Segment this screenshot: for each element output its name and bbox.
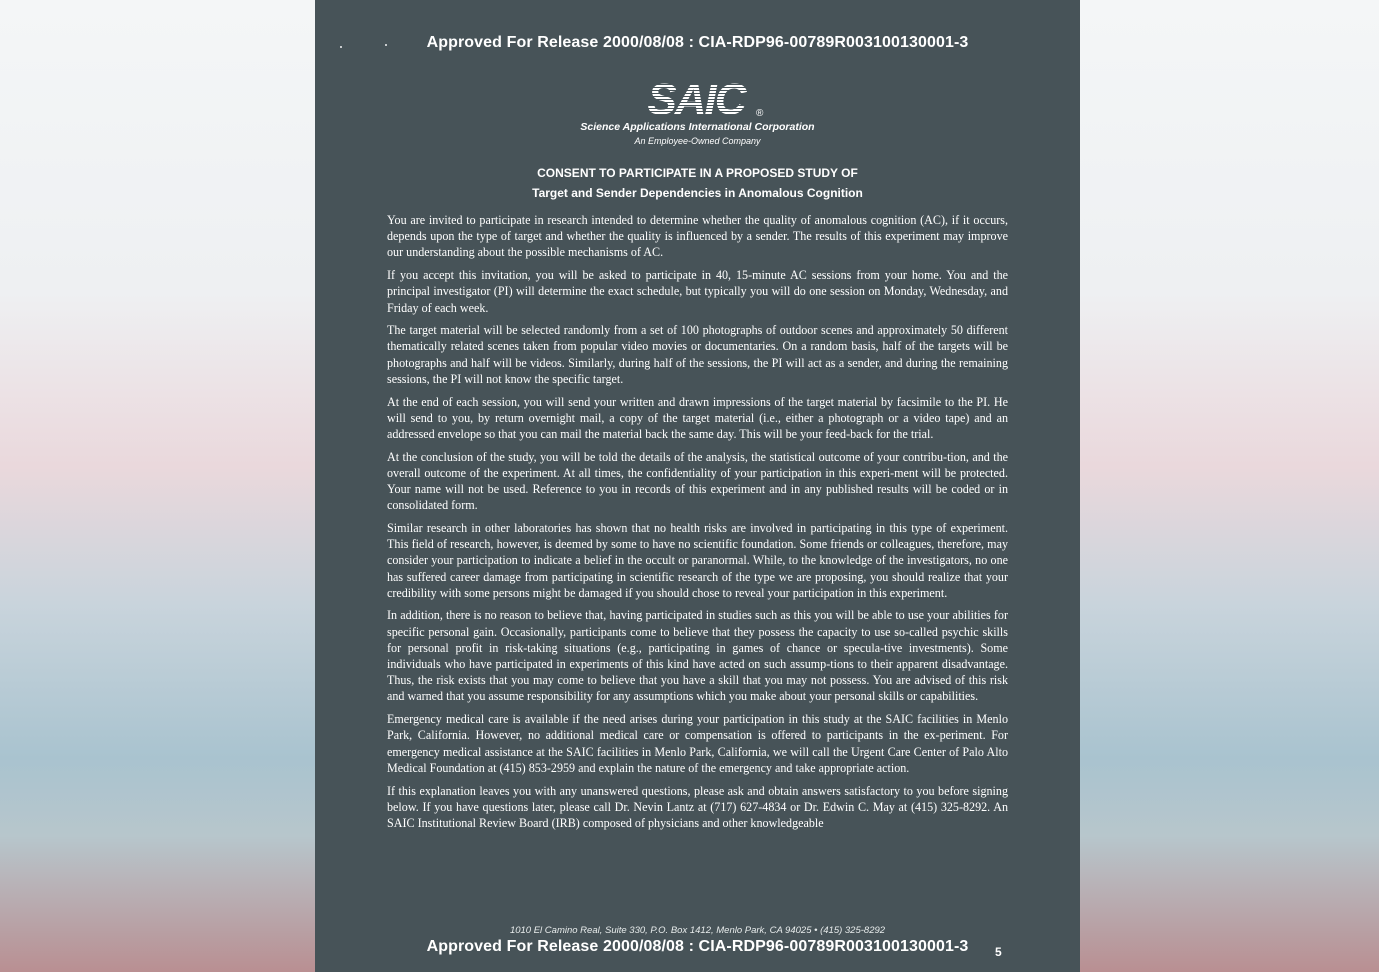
document-page xyxy=(315,0,1080,972)
page-number: 5 xyxy=(995,945,1002,959)
document-title: CONSENT TO PARTICIPATE IN A PROPOSED STUDY OF xyxy=(537,166,858,180)
svg-text:SAIC: SAIC xyxy=(646,76,745,120)
footer-address: 1010 El Camino Real, Suite 330, P.O. Box 1412, Menlo Park, CA 94025 • (415) 325-8292 xyxy=(509,925,886,936)
paragraph: You are invited to participate in research intended to determine whether the quality of anomalous cognition (AC), if it occurs, depends upon the type of target and whether the quality is influenced by a sender. The results of this experiment may improve our understanding about the possible mechanisms of AC. xyxy=(387,213,1008,260)
svg-text:®: ® xyxy=(755,108,763,119)
paragraph: The target material will be selected randomly from a set of 100 photographs of outdoor scenes and approximately 50 different thematically related scenes taken from popular video movies or documentaries. On a random basis, half of the targets will be photographs and half will be videos. Similarly, during half of the sessions, the PI will act as a sender, and during the remaining sessions, the PI will not know the specific target. xyxy=(387,323,1008,386)
saic-logo xyxy=(315,76,1080,125)
paragraph: At the conclusion of the study, you will be told the details of the analysis, the statistical outcome of your contribu-tion, and the overall outcome of the experiment. At all times, the confidentiality of your participation in this experi-ment will be protected. Your name will not be used. Reference to you in records of this experiment and in any published results will be coded or in consolidated form. xyxy=(387,449,1008,513)
paragraph: If you accept this invitation, you will be asked to participate in 40, 15-minute AC sessions from your home. You and the principal investigator (PI) will determine the exact schedule, but typically you will do one session on Monday, Wednesday, and Friday of each week. xyxy=(387,268,1008,315)
release-footer: Approved For Release 2000/08/08 : CIA-RDP96-00789R003100130001-3 xyxy=(426,938,969,955)
company-name: Science Applications International Corporation xyxy=(580,121,815,133)
company-tagline: An Employee-Owned Company xyxy=(634,136,761,146)
paragraph: Emergency medical care is available if the need arises during your participation in this study at the SAIC facilities in Menlo Park, California. However, no additional medical care or compensation is offered to participants in the ex-periment. For emergency medical assistance at the SAIC facilities in Menlo Park, California, we will call the Urgent Care Center of Palo Alto Medical Foundation at (415) 853-2959 and explain the nature of the emergency and take appropriate action. xyxy=(387,712,1008,775)
paragraph: If this explanation leaves you with any unanswered questions, please ask and obtain answers satisfactory to you before signing below. If you have questions later, please call Dr. Nevin Lantz at (717) 627-4834 or Dr. Edwin C. May at (415) 325-8292. An SAIC Institutional Review Board (IRB) composed of physicians and other knowledgeable xyxy=(387,783,1008,830)
consent-body xyxy=(387,212,1008,838)
paragraph: At the end of each session, you will send your written and drawn impressions of the target material by facsimile to the PI. He will send to you, by return overnight mail, a copy of the target material (i.e., either a photograph or a video tape) and an addressed envelope so that you can mail the material back the same day. This will be your feed-back for the trial. xyxy=(387,394,1008,441)
paragraph: Similar research in other laboratories has shown that no health risks are involved in participating in this type of experiment. This field of research, however, is deemed by some to have no scientific foundation. Some friends or colleagues, therefore, may consider your participation to indicate a belief in the occult or paranormal. While, to the knowledge of the investigators, no one has suffered career damage from participating in scientific research of the type we are proposing, you should realize that your credibility with some persons might be damaged if you should chose to reveal your participation in this experiment. xyxy=(387,520,1008,600)
scan-margin-left xyxy=(0,0,315,972)
release-header: Approved For Release 2000/08/08 : CIA-RDP96-00789R003100130001-3 xyxy=(426,34,969,51)
saic-logo-icon xyxy=(628,76,768,120)
document-subtitle: Target and Sender Dependencies in Anomalous Cognition xyxy=(532,186,863,200)
scan-margin-right xyxy=(1080,0,1379,972)
paragraph: In addition, there is no reason to believe that, having participated in studies such as this you will be able to use your abilities for specific personal gain. Occasionally, participants come to believe that they possess the capacity to use so-called psychic skills for personal profit in risk-taking situations (e.g., participating in games of chance or specula-tive investments). Some individuals who have participated in experiments of this kind have acted on such assump-tions to their apparent disadvantage. Thus, the risk exists that you may come to believe that you have a skill that you may not possess. You are advised of this risk and warned that you assume responsibility for any assumptions which you make about your personal skills or capabilities. xyxy=(387,608,1008,704)
